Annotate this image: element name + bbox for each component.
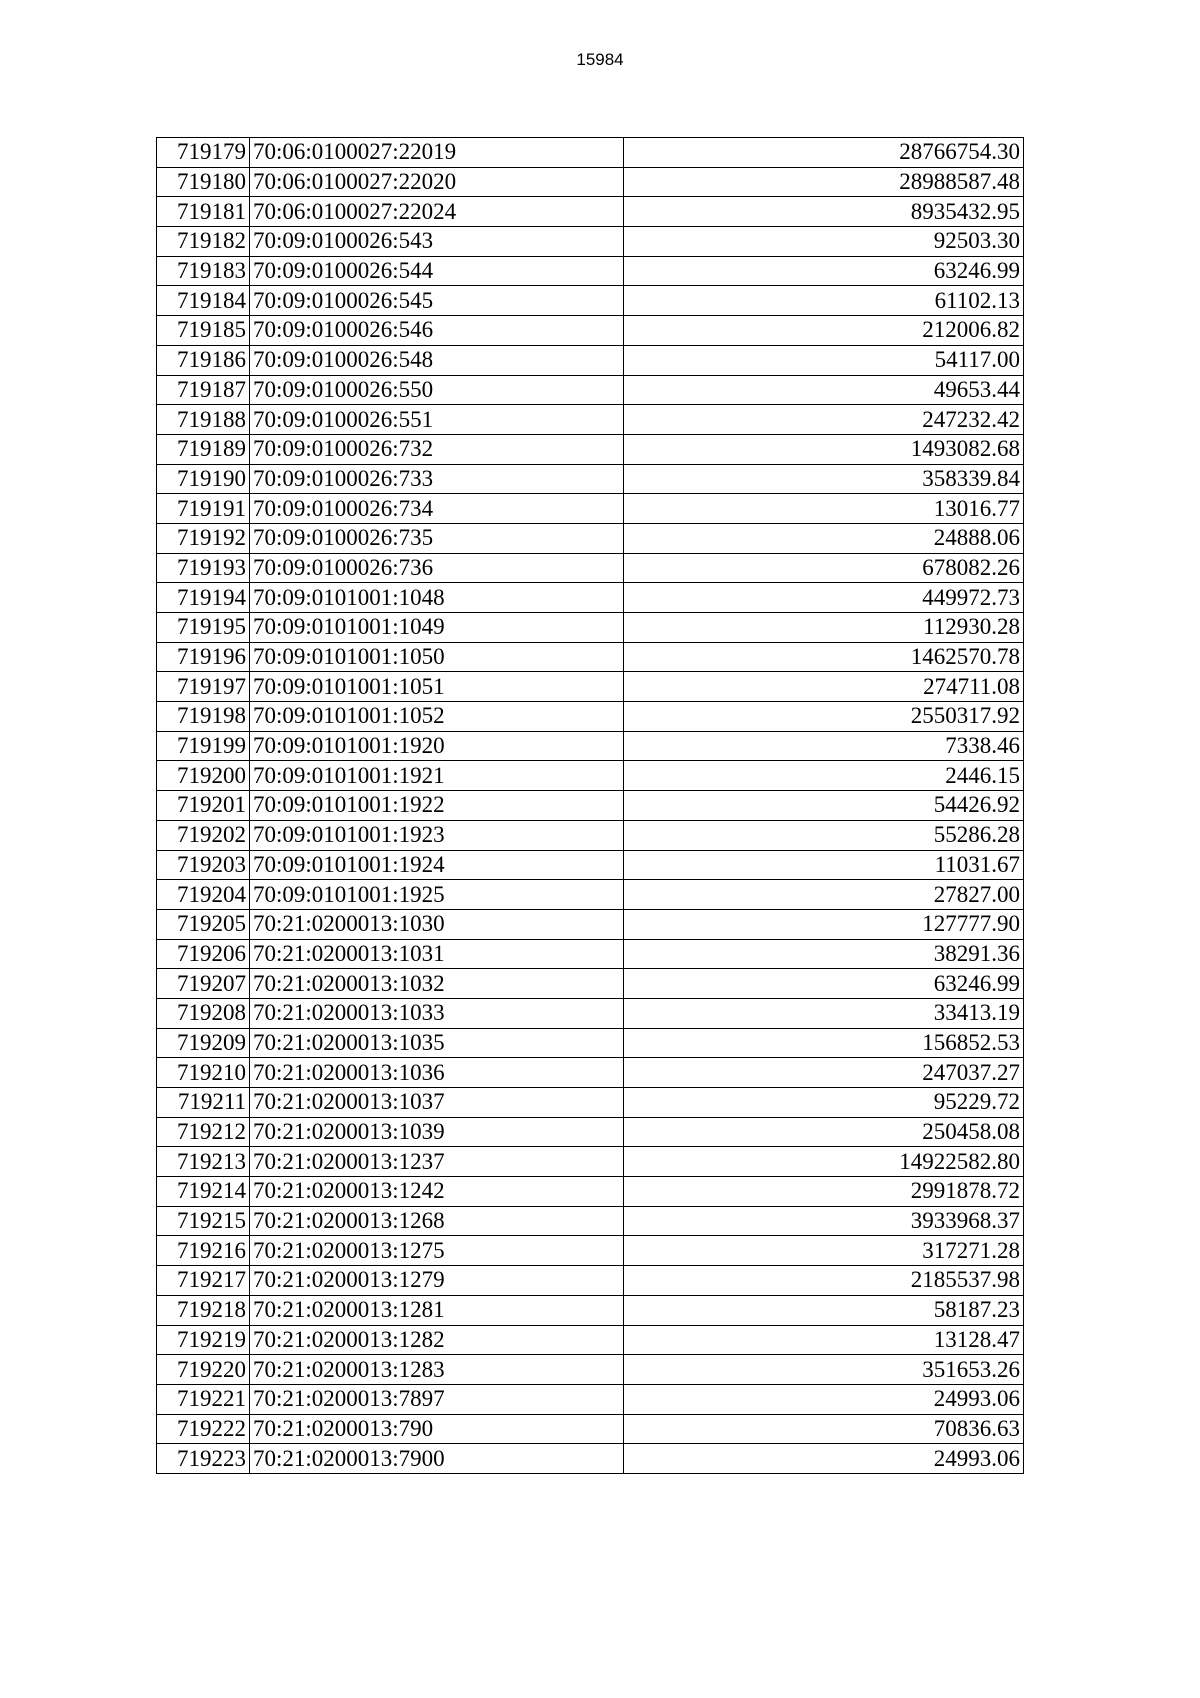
cadastral-value-cell: 54426.92 xyxy=(624,791,1024,821)
cadastral-value-cell: 2991878.72 xyxy=(624,1177,1024,1207)
cadastral-value-cell: 247037.27 xyxy=(624,1058,1024,1088)
cadastral-value-cell: 1493082.68 xyxy=(624,434,1024,464)
row-number-cell: 719211 xyxy=(157,1088,250,1118)
row-number-cell: 719188 xyxy=(157,405,250,435)
cadastral-number-cell: 70:09:0101001:1921 xyxy=(250,761,624,791)
cadastral-value-cell: 156852.53 xyxy=(624,1028,1024,1058)
cadastral-value-cell: 49653.44 xyxy=(624,375,1024,405)
cadastral-value-table xyxy=(156,137,1024,1474)
cadastral-value-cell: 63246.99 xyxy=(624,256,1024,286)
row-number-cell: 719199 xyxy=(157,731,250,761)
table-body xyxy=(157,138,1024,1474)
table-row xyxy=(157,1206,1024,1236)
cadastral-number-cell: 70:21:0200013:7900 xyxy=(250,1444,624,1474)
row-number-cell: 719186 xyxy=(157,345,250,375)
cadastral-value-cell: 1462570.78 xyxy=(624,642,1024,672)
cadastral-number-cell: 70:09:0100026:548 xyxy=(250,345,624,375)
table-row xyxy=(157,227,1024,257)
row-number-cell: 719216 xyxy=(157,1236,250,1266)
table-row xyxy=(157,791,1024,821)
cadastral-number-cell: 70:21:0200013:1281 xyxy=(250,1295,624,1325)
cadastral-number-cell: 70:21:0200013:790 xyxy=(250,1414,624,1444)
cadastral-value-cell: 95229.72 xyxy=(624,1088,1024,1118)
cadastral-number-cell: 70:09:0101001:1923 xyxy=(250,820,624,850)
cadastral-number-cell: 70:06:0100027:22019 xyxy=(250,138,624,168)
table-row xyxy=(157,138,1024,168)
cadastral-value-cell: 55286.28 xyxy=(624,820,1024,850)
table-row xyxy=(157,642,1024,672)
cadastral-number-cell: 70:09:0100026:732 xyxy=(250,434,624,464)
cadastral-value-cell: 14922582.80 xyxy=(624,1147,1024,1177)
table-row xyxy=(157,1236,1024,1266)
row-number-cell: 719181 xyxy=(157,197,250,227)
cadastral-value-cell: 33413.19 xyxy=(624,998,1024,1028)
cadastral-value-cell: 274711.08 xyxy=(624,672,1024,702)
row-number-cell: 719204 xyxy=(157,880,250,910)
table-row xyxy=(157,345,1024,375)
cadastral-value-cell: 38291.36 xyxy=(624,939,1024,969)
cadastral-value-cell: 351653.26 xyxy=(624,1355,1024,1385)
cadastral-number-cell: 70:21:0200013:1275 xyxy=(250,1236,624,1266)
table-row xyxy=(157,939,1024,969)
table-row xyxy=(157,1177,1024,1207)
row-number-cell: 719203 xyxy=(157,850,250,880)
table-row xyxy=(157,553,1024,583)
row-number-cell: 719212 xyxy=(157,1117,250,1147)
cadastral-value-cell: 358339.84 xyxy=(624,464,1024,494)
row-number-cell: 719184 xyxy=(157,286,250,316)
cadastral-number-cell: 70:09:0101001:1925 xyxy=(250,880,624,910)
cadastral-value-cell: 11031.67 xyxy=(624,850,1024,880)
cadastral-value-cell: 61102.13 xyxy=(624,286,1024,316)
cadastral-number-cell: 70:21:0200013:1282 xyxy=(250,1325,624,1355)
table-row xyxy=(157,998,1024,1028)
cadastral-value-cell: 28766754.30 xyxy=(624,138,1024,168)
cadastral-number-cell: 70:21:0200013:1279 xyxy=(250,1266,624,1296)
cadastral-value-cell: 212006.82 xyxy=(624,316,1024,346)
cadastral-number-cell: 70:21:0200013:7897 xyxy=(250,1384,624,1414)
row-number-cell: 719214 xyxy=(157,1177,250,1207)
cadastral-value-cell: 3933968.37 xyxy=(624,1206,1024,1236)
row-number-cell: 719196 xyxy=(157,642,250,672)
table-row xyxy=(157,523,1024,553)
cadastral-number-cell: 70:09:0101001:1050 xyxy=(250,642,624,672)
cadastral-number-cell: 70:21:0200013:1039 xyxy=(250,1117,624,1147)
table-row xyxy=(157,197,1024,227)
row-number-cell: 719221 xyxy=(157,1384,250,1414)
row-number-cell: 719202 xyxy=(157,820,250,850)
cadastral-value-cell: 27827.00 xyxy=(624,880,1024,910)
cadastral-number-cell: 70:21:0200013:1242 xyxy=(250,1177,624,1207)
cadastral-number-cell: 70:09:0100026:733 xyxy=(250,464,624,494)
table-row xyxy=(157,1414,1024,1444)
row-number-cell: 719180 xyxy=(157,167,250,197)
cadastral-value-cell: 678082.26 xyxy=(624,553,1024,583)
table-row xyxy=(157,256,1024,286)
cadastral-number-cell: 70:09:0101001:1920 xyxy=(250,731,624,761)
cadastral-value-cell: 7338.46 xyxy=(624,731,1024,761)
cadastral-number-cell: 70:21:0200013:1037 xyxy=(250,1088,624,1118)
table-row xyxy=(157,167,1024,197)
cadastral-value-cell: 2185537.98 xyxy=(624,1266,1024,1296)
table-row xyxy=(157,375,1024,405)
row-number-cell: 719213 xyxy=(157,1147,250,1177)
cadastral-number-cell: 70:09:0101001:1052 xyxy=(250,702,624,732)
table-row xyxy=(157,405,1024,435)
row-number-cell: 719187 xyxy=(157,375,250,405)
row-number-cell: 719195 xyxy=(157,613,250,643)
cadastral-number-cell: 70:09:0101001:1922 xyxy=(250,791,624,821)
row-number-cell: 719209 xyxy=(157,1028,250,1058)
cadastral-value-cell: 8935432.95 xyxy=(624,197,1024,227)
table-row xyxy=(157,494,1024,524)
table-row xyxy=(157,1147,1024,1177)
cadastral-number-cell: 70:09:0100026:551 xyxy=(250,405,624,435)
cadastral-number-cell: 70:09:0101001:1049 xyxy=(250,613,624,643)
cadastral-number-cell: 70:06:0100027:22020 xyxy=(250,167,624,197)
row-number-cell: 719219 xyxy=(157,1325,250,1355)
table-row xyxy=(157,1028,1024,1058)
cadastral-number-cell: 70:09:0100026:546 xyxy=(250,316,624,346)
cadastral-value-cell: 112930.28 xyxy=(624,613,1024,643)
row-number-cell: 719206 xyxy=(157,939,250,969)
cadastral-value-cell: 449972.73 xyxy=(624,583,1024,613)
cadastral-number-cell: 70:21:0200013:1237 xyxy=(250,1147,624,1177)
cadastral-value-cell: 13016.77 xyxy=(624,494,1024,524)
table-row xyxy=(157,1117,1024,1147)
cadastral-number-cell: 70:09:0101001:1051 xyxy=(250,672,624,702)
table-row xyxy=(157,286,1024,316)
cadastral-value-cell: 24993.06 xyxy=(624,1384,1024,1414)
cadastral-number-cell: 70:09:0100026:543 xyxy=(250,227,624,257)
table-row xyxy=(157,850,1024,880)
row-number-cell: 719207 xyxy=(157,969,250,999)
table-row xyxy=(157,1325,1024,1355)
cadastral-number-cell: 70:09:0100026:734 xyxy=(250,494,624,524)
table-row xyxy=(157,969,1024,999)
cadastral-number-cell: 70:21:0200013:1283 xyxy=(250,1355,624,1385)
cadastral-value-cell: 63246.99 xyxy=(624,969,1024,999)
cadastral-number-cell: 70:21:0200013:1033 xyxy=(250,998,624,1028)
table-row xyxy=(157,731,1024,761)
cadastral-number-cell: 70:06:0100027:22024 xyxy=(250,197,624,227)
row-number-cell: 719191 xyxy=(157,494,250,524)
table-row xyxy=(157,880,1024,910)
row-number-cell: 719189 xyxy=(157,434,250,464)
cadastral-number-cell: 70:09:0101001:1048 xyxy=(250,583,624,613)
cadastral-number-cell: 70:09:0100026:545 xyxy=(250,286,624,316)
row-number-cell: 719200 xyxy=(157,761,250,791)
cadastral-number-cell: 70:21:0200013:1030 xyxy=(250,909,624,939)
table-row xyxy=(157,1355,1024,1385)
cadastral-value-cell: 247232.42 xyxy=(624,405,1024,435)
row-number-cell: 719197 xyxy=(157,672,250,702)
cadastral-number-cell: 70:09:0100026:736 xyxy=(250,553,624,583)
cadastral-value-cell: 127777.90 xyxy=(624,909,1024,939)
table-row xyxy=(157,702,1024,732)
page-number: 15984 xyxy=(576,50,624,69)
table-row xyxy=(157,909,1024,939)
cadastral-value-cell: 58187.23 xyxy=(624,1295,1024,1325)
row-number-cell: 719217 xyxy=(157,1266,250,1296)
table-row xyxy=(157,1444,1024,1474)
cadastral-number-cell: 70:09:0100026:550 xyxy=(250,375,624,405)
row-number-cell: 719185 xyxy=(157,316,250,346)
cadastral-value-cell: 13128.47 xyxy=(624,1325,1024,1355)
cadastral-value-cell: 250458.08 xyxy=(624,1117,1024,1147)
table-row xyxy=(157,1088,1024,1118)
cadastral-value-cell: 2550317.92 xyxy=(624,702,1024,732)
row-number-cell: 719194 xyxy=(157,583,250,613)
table-row xyxy=(157,1295,1024,1325)
cadastral-number-cell: 70:21:0200013:1032 xyxy=(250,969,624,999)
row-number-cell: 719193 xyxy=(157,553,250,583)
table-row xyxy=(157,1058,1024,1088)
row-number-cell: 719210 xyxy=(157,1058,250,1088)
cadastral-value-cell: 24888.06 xyxy=(624,523,1024,553)
cadastral-value-cell: 70836.63 xyxy=(624,1414,1024,1444)
row-number-cell: 719192 xyxy=(157,523,250,553)
table-row xyxy=(157,1266,1024,1296)
table-row xyxy=(157,316,1024,346)
cadastral-number-cell: 70:09:0100026:544 xyxy=(250,256,624,286)
row-number-cell: 719198 xyxy=(157,702,250,732)
row-number-cell: 719218 xyxy=(157,1295,250,1325)
row-number-cell: 719223 xyxy=(157,1444,250,1474)
cadastral-number-cell: 70:09:0100026:735 xyxy=(250,523,624,553)
row-number-cell: 719201 xyxy=(157,791,250,821)
cadastral-number-cell: 70:21:0200013:1031 xyxy=(250,939,624,969)
table-row xyxy=(157,820,1024,850)
row-number-cell: 719222 xyxy=(157,1414,250,1444)
table-row xyxy=(157,464,1024,494)
cadastral-number-cell: 70:21:0200013:1268 xyxy=(250,1206,624,1236)
table-row xyxy=(157,434,1024,464)
cadastral-number-cell: 70:09:0101001:1924 xyxy=(250,850,624,880)
row-number-cell: 719215 xyxy=(157,1206,250,1236)
table-row xyxy=(157,583,1024,613)
row-number-cell: 719179 xyxy=(157,138,250,168)
row-number-cell: 719190 xyxy=(157,464,250,494)
row-number-cell: 719205 xyxy=(157,909,250,939)
cadastral-number-cell: 70:21:0200013:1035 xyxy=(250,1028,624,1058)
table-row xyxy=(157,761,1024,791)
cadastral-value-cell: 317271.28 xyxy=(624,1236,1024,1266)
row-number-cell: 719208 xyxy=(157,998,250,1028)
cadastral-number-cell: 70:21:0200013:1036 xyxy=(250,1058,624,1088)
cadastral-value-cell: 24993.06 xyxy=(624,1444,1024,1474)
table-row xyxy=(157,613,1024,643)
row-number-cell: 719183 xyxy=(157,256,250,286)
table-row xyxy=(157,1384,1024,1414)
row-number-cell: 719220 xyxy=(157,1355,250,1385)
cadastral-value-cell: 54117.00 xyxy=(624,345,1024,375)
table-row xyxy=(157,672,1024,702)
cadastral-value-cell: 2446.15 xyxy=(624,761,1024,791)
row-number-cell: 719182 xyxy=(157,227,250,257)
cadastral-value-cell: 28988587.48 xyxy=(624,167,1024,197)
cadastral-value-cell: 92503.30 xyxy=(624,227,1024,257)
